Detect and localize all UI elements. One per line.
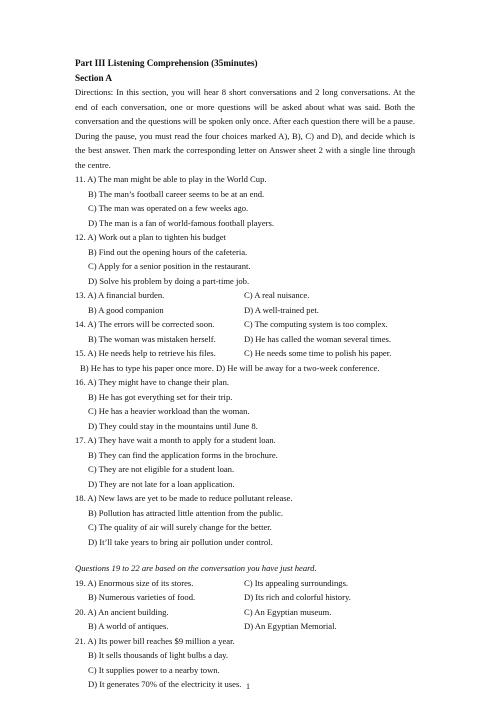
q12-option-a: 12. A) Work out a plan to tighten his budget: [75, 232, 226, 242]
q20-option-c: C) An Egyptian museum.: [244, 606, 332, 617]
q11-option-d: D) The man is a fan of world-famous football players.: [88, 217, 274, 228]
conversation-note: Questions 19 to 22 are based on the conversation you have just heard.: [75, 563, 317, 573]
q12-option-c: C) Apply for a senior position in the restaurant.: [88, 261, 251, 271]
q21-option-d: D) It generates 70% of the electricity it uses.: [88, 679, 242, 689]
q16-option-b: B) He has got everything set for their trip.: [88, 391, 233, 402]
q13-option-a: 13. A) A financial burden.: [75, 290, 165, 300]
q12-option-d: D) Solve his problem by doing a part-time job.: [88, 275, 250, 286]
q20-row-1: [75, 605, 415, 620]
page-number: 1: [246, 682, 250, 691]
q13-option-d: D) A well-trained pet.: [244, 304, 319, 315]
q17-option-d: D) They are not late for a loan application.: [88, 478, 235, 489]
q15-options-b-d: B) He has to type his paper once more. D) He will be away for a two-week conference.: [80, 362, 380, 373]
q20-row-2: [75, 619, 415, 634]
q14-option-a: 14. A) The errors will be corrected soon.: [75, 319, 215, 329]
q14-option-b: B) The woman was mistaken herself.: [88, 333, 216, 344]
q14-option-d: D) He has called the woman several times.: [244, 333, 391, 344]
q16-option-a: 16. A) They might have to change their plan.: [75, 377, 230, 387]
q13-option-c: C) A real nuisance.: [244, 290, 310, 300]
q15-option-c: C) He needs some time to polish his paper.: [244, 348, 392, 358]
q11-option-c: C) The man was operated on a few weeks ago.: [88, 203, 249, 213]
q21-option-b: B) It sells thousands of light bulbs a day.: [88, 650, 229, 660]
q20-option-a: 20. A) An ancient building.: [75, 606, 169, 617]
directions-paragraph: Directions: In this section, you will hear 8 short conversations and 2 long conversations. At the end of each conversation, one or more questions will be asked about what was said. Both the conversation and the questions will be spoken only once. After each question there will be a pause. During the pause, you must read the four choices marked A), B), C) and D), and decide which is the best answer. Then mark the corresponding letter on Answer sheet 2 with a single line through the centre.: [75, 87, 415, 170]
q15-option-a: 15. A) He needs help to retrieve his files.: [75, 348, 216, 358]
q13-row-2: [75, 303, 415, 318]
q19-option-a: 19. A) Enormous size of its stores.: [75, 577, 194, 588]
q11-option-a: 11. A) The man might be able to play in the World Cup.: [75, 174, 267, 184]
q19-row-1: [75, 576, 415, 591]
q19-option-c: C) Its appealing surroundings.: [244, 577, 349, 588]
q18-option-b: B) Pollution has attracted little attention from the public.: [88, 507, 283, 518]
q20-option-b: B) A world of antiques.: [88, 621, 169, 631]
section-gap: [75, 549, 415, 561]
q13-option-b: B) A good companion: [88, 304, 164, 315]
q17-option-c: C) They are not eligible for a student loan.: [88, 464, 235, 474]
q19-option-d: D) Its rich and colorful history.: [244, 592, 351, 602]
q18-option-d: D) It’ll take years to bring air pollution under control.: [88, 536, 273, 547]
q17-option-a: 17. A) They have wait a month to apply for a student loan.: [75, 435, 276, 445]
q21-option-a: 21. A) Its power bill reaches $9 million a year.: [75, 635, 235, 646]
q19-option-b: B) Numerous varieties of food.: [88, 592, 196, 602]
q19-row-2: [75, 590, 415, 605]
exam-page: [75, 56, 415, 692]
q13-row-1: [75, 288, 415, 303]
q12-option-b: B) Find out the opening hours of the cafeteria.: [88, 246, 248, 257]
q18-option-a: 18. A) New laws are yet to be made to reduce pollutant release.: [75, 493, 293, 503]
q15-row-1: [75, 346, 415, 361]
q14-row-1: [75, 317, 415, 332]
q11-option-b: B) The man’s football career seems to be at an end.: [88, 188, 265, 199]
q14-row-2: [75, 332, 415, 347]
q17-option-b: B) They can find the application forms in the brochure.: [88, 449, 278, 460]
q18-option-c: C) The quality of air will surely change for the better.: [88, 522, 272, 532]
section-heading: Section A: [75, 72, 113, 83]
q16-option-d: D) They could stay in the mountains until June 8.: [88, 420, 258, 431]
q21-option-c: C) It supplies power to a nearby town.: [88, 664, 220, 675]
part-title: Part III Listening Comprehension (35minutes): [75, 58, 258, 68]
q16-option-c: C) He has a heavier workload than the woman.: [88, 406, 250, 416]
q14-option-c: C) The computing system is too complex.: [244, 319, 388, 329]
q20-option-d: D) An Egyptian Memorial.: [244, 621, 337, 631]
